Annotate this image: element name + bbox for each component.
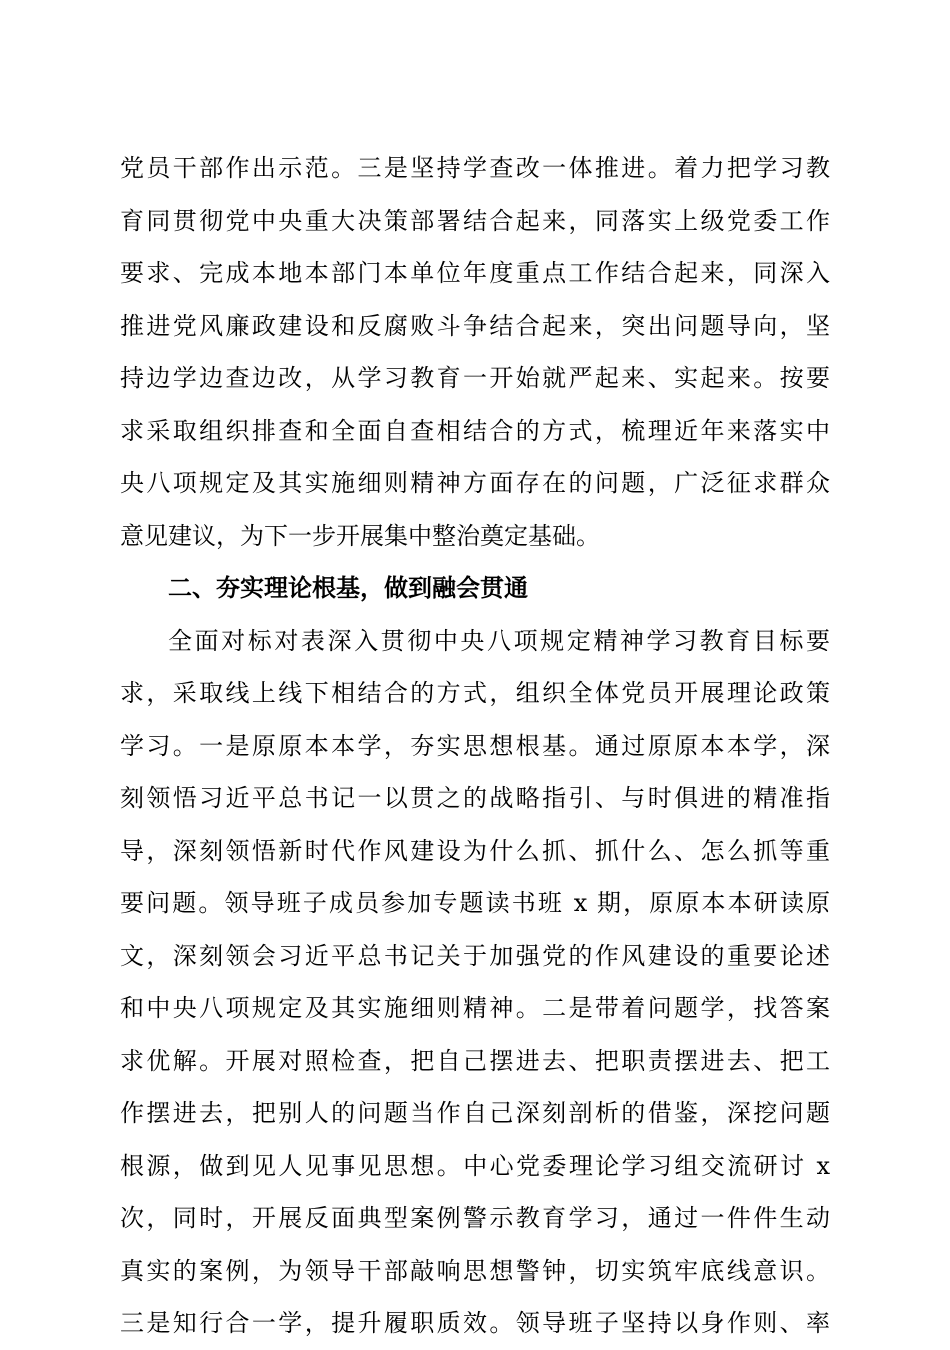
paragraph-line: 意见建议，为下一步开展集中整治奠定基础。: [120, 521, 600, 550]
paragraph-line: 次，同时，开展反面典型案例警示教育学习，通过一件件生动: [120, 1204, 830, 1232]
paragraph-line: 要问题。领导班子成员参加专题读书班 x 期，原原本本研读原: [120, 889, 830, 917]
paragraph-line: 求采取组织排查和全面自查相结合的方式，梳理近年来落实中: [120, 416, 830, 445]
paragraph-line: 真实的案例，为领导干部敲响思想警钟，切实筑牢底线意识。: [120, 1256, 830, 1285]
paragraph-line: 要求、完成本地本部门本单位年度重点工作结合起来，同深入: [120, 259, 830, 287]
paragraph-line: 持边学边查边改，从学习教育一开始就严起来、实起来。按要: [120, 364, 830, 392]
paragraph-line: 求，采取线上线下相结合的方式，组织全体党员开展理论政策: [120, 679, 830, 707]
paragraph-line: 根源，做到见人见事见思想。中心党委理论学习组交流研讨 x: [120, 1151, 830, 1180]
paragraph-line: 文，深刻领会习近平总书记关于加强党的作风建设的重要论述: [120, 941, 830, 970]
paragraph-line: 作摆进去，把别人的问题当作自己深刻剖析的借鉴，深挖问题: [120, 1099, 830, 1127]
paragraph-line: 育同贯彻党中央重大决策部署结合起来，同落实上级党委工作: [120, 206, 830, 235]
document-body: [120, 142, 830, 1350]
paragraph-line: 导，深刻领悟新时代作风建设为什么抓、抓什么、怎么抓等重: [120, 836, 830, 865]
paragraph-line: 三是知行合一学，提升履职质效。领导班子坚持以身作则、率: [120, 1309, 830, 1337]
paragraph-line: 推进党风廉政建设和反腐败斗争结合起来，突出问题导向，坚: [120, 311, 830, 340]
paragraph-line: 学习。一是原原本本学，夯实思想根基。通过原原本本学，深: [120, 731, 830, 760]
paragraph-line: 全面对标对表深入贯彻中央八项规定精神学习教育目标要: [168, 626, 830, 655]
section-heading: 二、夯实理论根基，做到融会贯通: [168, 574, 528, 602]
paragraph-line: 党员干部作出示范。三是坚持学查改一体推进。着力把学习教: [120, 154, 830, 182]
paragraph-line: 求优解。开展对照检查，把自己摆进去、把职责摆进去、把工: [120, 1046, 830, 1075]
paragraph-line: 刻领悟习近平总书记一以贯之的战略指引、与时俱进的精准指: [120, 784, 830, 812]
paragraph-line: 央八项规定及其实施细则精神方面存在的问题，广泛征求群众: [120, 469, 830, 497]
paragraph-line: 和中央八项规定及其实施细则精神。二是带着问题学，找答案: [120, 994, 830, 1022]
